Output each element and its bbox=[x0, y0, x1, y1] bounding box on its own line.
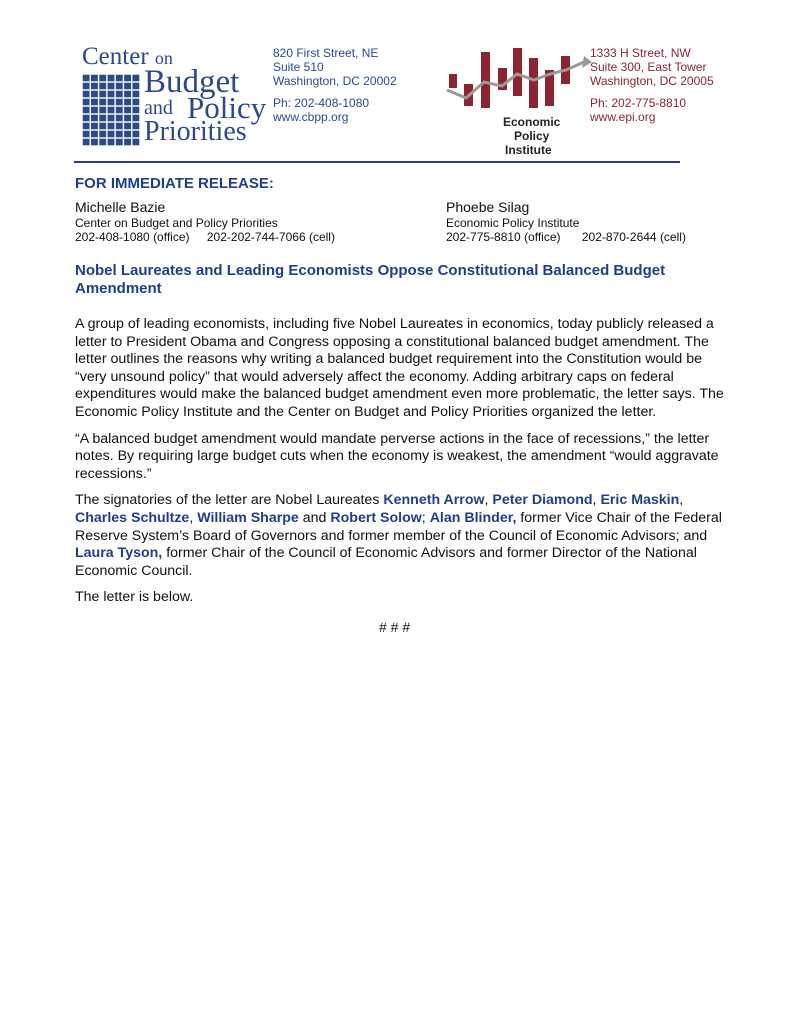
cbpp-logo-policy: Policy bbox=[187, 90, 267, 125]
grid-cell bbox=[83, 107, 90, 114]
grid-cell bbox=[91, 139, 98, 146]
grid-cell bbox=[91, 107, 98, 114]
signatory-name: Alan Blinder, bbox=[429, 509, 517, 526]
contact-cell-phone: 202-870-2644 (cell) bbox=[581, 230, 686, 244]
signatory-name: Kenneth Arrow bbox=[383, 492, 485, 509]
release-label: FOR IMMEDIATE RELEASE: bbox=[75, 175, 274, 192]
grid-cell bbox=[116, 83, 123, 90]
grid-cell bbox=[91, 83, 98, 90]
end-mark: # # # bbox=[379, 619, 411, 635]
grid-cell bbox=[124, 75, 131, 82]
grid-cell bbox=[108, 139, 115, 146]
grid-cell bbox=[108, 123, 115, 130]
header-divider bbox=[74, 161, 680, 163]
cbpp-city: Washington, DC 20002 bbox=[273, 74, 397, 88]
grid-cell bbox=[83, 83, 90, 90]
cbpp-suite: Suite 510 bbox=[273, 60, 324, 74]
epi-street: 1333 H Street, NW bbox=[590, 46, 691, 60]
contact-cell-phone: 202-202-744-7066 (cell) bbox=[206, 230, 335, 244]
grid-cell bbox=[116, 123, 123, 130]
grid-cell bbox=[99, 75, 106, 82]
grid-cell bbox=[132, 139, 139, 146]
grid-cell bbox=[132, 99, 139, 106]
grid-cell bbox=[116, 107, 123, 114]
grid-cell bbox=[124, 91, 131, 98]
cbpp-logo-and: and bbox=[144, 97, 173, 119]
grid-cell bbox=[132, 131, 139, 138]
cbpp-logo-on: on bbox=[154, 48, 173, 68]
grid-cell bbox=[99, 115, 106, 122]
grid-cell bbox=[116, 75, 123, 82]
grid-cell bbox=[124, 83, 131, 90]
grid-cell bbox=[83, 99, 90, 106]
grid-cell bbox=[124, 123, 131, 130]
grid-cell bbox=[99, 107, 106, 114]
grid-cell bbox=[132, 91, 139, 98]
grid-cell bbox=[99, 91, 106, 98]
grid-cell bbox=[116, 91, 123, 98]
contact-name: Michelle Bazie bbox=[75, 199, 166, 215]
grid-cell bbox=[108, 131, 115, 138]
epi-logo-line1: Economic bbox=[503, 115, 561, 129]
grid-cell bbox=[99, 83, 106, 90]
contact-office-phone: 202-775-8810 (office) bbox=[446, 230, 561, 244]
grid-cell bbox=[108, 99, 115, 106]
signatory-name: Peter Diamond bbox=[492, 492, 593, 509]
cbpp-logo-center: Center bbox=[82, 43, 149, 70]
grid-cell bbox=[124, 115, 131, 122]
grid-cell bbox=[116, 99, 123, 106]
article-body bbox=[75, 316, 725, 616]
grid-cell bbox=[108, 115, 115, 122]
grid-cell bbox=[83, 91, 90, 98]
grid-cell bbox=[83, 115, 90, 122]
signatory-name: Laura Tyson, bbox=[75, 545, 163, 562]
grid-cell bbox=[83, 131, 90, 138]
grid-cell bbox=[99, 139, 106, 146]
signatory-name: Eric Maskin bbox=[600, 492, 680, 509]
grid-cell bbox=[99, 99, 106, 106]
cbpp-logo bbox=[78, 43, 267, 148]
paragraph-2: “A balanced budget amendment would mandate perverse actions in the face of recessions,” the letter notes. By requiring large budget cuts when the economy is weakest, the amendment “would aggravate recessions.” bbox=[75, 430, 719, 482]
cbpp-website-link[interactable]: www.cbpp.org bbox=[273, 110, 349, 124]
epi-bars-emblem bbox=[444, 44, 594, 124]
grid-cell bbox=[116, 139, 123, 146]
grid-cell bbox=[91, 75, 98, 82]
signatory-name: William Sharpe bbox=[197, 509, 299, 526]
signatory-name: Charles Schultze bbox=[75, 509, 190, 526]
grid-cell bbox=[91, 123, 98, 130]
grid-cell bbox=[124, 99, 131, 106]
contact-org: Economic Policy Institute bbox=[446, 216, 580, 230]
contact-org: Center on Budget and Policy Priorities bbox=[75, 216, 278, 230]
grid-cell bbox=[99, 131, 106, 138]
grid-cell bbox=[124, 107, 131, 114]
paragraph-4: The letter is below. bbox=[75, 589, 194, 606]
grid-cell bbox=[91, 91, 98, 98]
grid-cell bbox=[108, 107, 115, 114]
grid-cell bbox=[108, 75, 115, 82]
grid-cell bbox=[132, 75, 139, 82]
contact-epi bbox=[446, 199, 686, 244]
grid-cell bbox=[83, 123, 90, 130]
grid-cell bbox=[132, 115, 139, 122]
epi-logo bbox=[444, 44, 594, 158]
epi-phone: Ph: 202-775-8810 bbox=[590, 96, 687, 110]
grid-cell bbox=[91, 99, 98, 106]
headline: Nobel Laureates and Leading Economists Oppose Constitutional Balanced Budget Amendment bbox=[75, 262, 666, 297]
epi-city: Washington, DC 20005 bbox=[590, 74, 714, 88]
epi-suite: Suite 300, East Tower bbox=[590, 60, 707, 74]
grid-cell bbox=[116, 131, 123, 138]
paragraph-3: The signatories of the letter are Nobel Laureates Kenneth Arrow, Peter Diamond, Eric Maskin, Charles Schultze, William Sharpe and Robert Solow; Alan Blinder, former Vice Chair of the Federal Reserve System’s Board of Governors and former member of the Council of Economic Advisors; and Laura Tyson, former Chair of the Council of Economic Advisors and former Director of the National Economic Council. bbox=[75, 492, 722, 579]
grid-cell bbox=[124, 139, 131, 146]
cbpp-logo-priorities: Priorities bbox=[144, 116, 247, 147]
epi-address-block bbox=[590, 46, 714, 124]
grid-cell bbox=[99, 123, 106, 130]
grid-cell bbox=[91, 131, 98, 138]
cbpp-phone: Ph: 202-408-1080 bbox=[273, 96, 370, 110]
contact-cbpp bbox=[75, 199, 335, 244]
contact-name: Phoebe Silag bbox=[446, 199, 530, 215]
grid-cell bbox=[124, 131, 131, 138]
contact-office-phone: 202-408-1080 (office) bbox=[75, 230, 190, 244]
grid-cell bbox=[116, 115, 123, 122]
grid-cell bbox=[83, 75, 90, 82]
grid-cell bbox=[108, 83, 115, 90]
grid-cell bbox=[132, 107, 139, 114]
grid-cell bbox=[91, 115, 98, 122]
epi-logo-line2: Policy bbox=[514, 129, 550, 143]
epi-website-link[interactable]: www.epi.org bbox=[590, 110, 656, 124]
paragraph-1: A group of leading economists, including five Nobel Laureates in economics, today publicly released a letter to President Obama and Congress opposing a constitutional balanced budget amendment. The letter outlines the reasons why writing a balanced budget requirement into the Constitution would be “very unsound policy” that would adversely affect the economy. Adding arbitrary caps on federal expenditures would make the balanced budget amendment even more problematic, the letter says. The Economic Policy Institute and the Center on Budget and Policy Priorities organized the letter. bbox=[75, 316, 724, 420]
cbpp-address-block bbox=[273, 46, 397, 124]
grid-cell bbox=[132, 83, 139, 90]
cbpp-street: 820 First Street, NE bbox=[273, 46, 379, 60]
grid-cell bbox=[108, 91, 115, 98]
grid-cell bbox=[83, 139, 90, 146]
cbpp-grid-emblem bbox=[82, 74, 140, 146]
grid-cell bbox=[132, 123, 139, 130]
epi-logo-line3: Institute bbox=[505, 143, 552, 157]
signatory-name: Robert Solow bbox=[330, 509, 422, 526]
cbpp-logo-budget: Budget bbox=[144, 64, 240, 100]
